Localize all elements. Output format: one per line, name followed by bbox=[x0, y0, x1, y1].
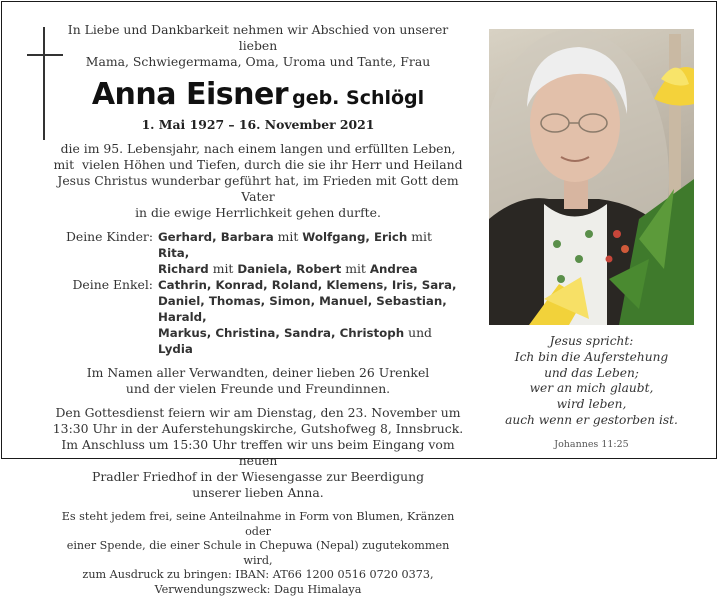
quote-line: Jesus spricht: bbox=[549, 334, 634, 348]
bible-quote bbox=[489, 334, 694, 453]
children-row bbox=[52, 229, 464, 277]
deceased-name-heading bbox=[52, 78, 464, 117]
child-names: Rita, bbox=[158, 246, 190, 260]
obituary-text bbox=[52, 22, 464, 598]
life-line: Jesus Christus wunderbar geführt hat, im Frieden mit Gott dem Vater bbox=[57, 173, 459, 204]
quote-line: wer an mich glaubt, bbox=[529, 381, 654, 396]
child-names: Wolfgang, Erich bbox=[302, 230, 408, 244]
grandchild-names: Daniel, Thomas, Simon, Manuel, Sebastian, Harald, bbox=[158, 294, 447, 324]
connector-text: mit bbox=[212, 261, 234, 276]
portrait-illustration bbox=[489, 29, 694, 325]
connector-text: und bbox=[408, 325, 432, 340]
service-line: 13:30 Uhr in der Auferstehungskirche, Gutshofweg 8, Innsbruck. bbox=[52, 421, 464, 436]
quote-reference: Johannes 11:25 bbox=[554, 438, 629, 450]
service-line: Den Gottesdienst feiern wir am Dienstag, den 23. November um bbox=[55, 405, 461, 420]
grandchild-names: Markus, Christina, Sandra, Christoph bbox=[158, 326, 405, 340]
connector-text: mit bbox=[411, 229, 432, 244]
relatives-line: Im Namen aller Verwandten, deiner lieben 26 Urenkel bbox=[86, 365, 430, 380]
child-names: Gerhard, Barbara bbox=[158, 230, 274, 244]
donation-line: einer Spende, die einer Schule in Chepuwa (Nepal) zugutekommen wird, bbox=[66, 539, 450, 567]
child-names: Andrea bbox=[369, 262, 418, 276]
intro-text bbox=[52, 22, 464, 70]
life-line: mit vielen Höhen und Tiefen, durch die sie ihr Herr und Heiland bbox=[53, 157, 463, 172]
life-line: die im 95. Lebensjahr, nach einem langen und erfüllten Leben, bbox=[60, 141, 456, 156]
service-line: Pradler Friedhof in der Wiesengasse zur Beerdigung bbox=[91, 469, 425, 484]
obituary-card bbox=[1, 1, 717, 596]
service-text bbox=[52, 405, 464, 501]
children-label: Deine Kinder: bbox=[65, 229, 153, 244]
quote-line: Ich bin die Auferstehung bbox=[514, 349, 669, 364]
donation-line: zum Ausdruck zu bringen: IBAN: AT66 1200 0516 0720 0373, bbox=[82, 568, 434, 582]
quote-line: auch wenn er gestorben ist. bbox=[505, 412, 678, 427]
children-names bbox=[158, 229, 464, 277]
quote-line: wird leben, bbox=[556, 397, 627, 412]
grandchild-names: Lydia bbox=[158, 342, 193, 356]
grandchildren-row bbox=[52, 277, 464, 357]
grandchildren-label: Deine Enkel: bbox=[72, 277, 153, 292]
child-names: Daniela, Robert bbox=[237, 262, 342, 276]
grandchild-names: Cathrin, Konrad, Roland, Klemens, Iris, Sara, bbox=[158, 278, 457, 292]
life-dates: 1. Mai 1927 – 16. November 2021 bbox=[141, 117, 375, 132]
donation-line: Es steht jedem frei, seine Anteilnahme in Form von Blumen, Kränzen oder bbox=[61, 510, 455, 538]
cross-icon bbox=[43, 27, 45, 140]
family-list bbox=[52, 229, 464, 357]
service-line: unserer lieben Anna. bbox=[192, 485, 324, 500]
life-line: in die ewige Herrlichkeit gehen durfte. bbox=[135, 205, 381, 220]
connector-text: mit bbox=[277, 229, 299, 244]
child-names: Richard bbox=[158, 262, 209, 276]
life-text bbox=[52, 141, 464, 221]
grandchildren-names bbox=[158, 277, 464, 357]
service-line: Im Anschluss um 15:30 Uhr treffen wir uns beim Eingang vom neuen bbox=[61, 437, 455, 468]
donation-line: Verwendungszweck: Dagu Himalaya bbox=[154, 582, 362, 596]
portrait-photo bbox=[489, 29, 694, 325]
maiden-name: geb. Schlögl bbox=[292, 87, 425, 109]
intro-line: Mama, Schwiegermama, Oma, Uroma und Tante, Frau bbox=[85, 54, 431, 69]
deceased-name: Anna Eisner bbox=[91, 77, 289, 112]
connector-text: mit bbox=[345, 261, 366, 276]
quote-line: und das Leben; bbox=[544, 365, 639, 380]
relatives-line: und der vielen Freunde und Freundinnen. bbox=[125, 381, 391, 396]
donation-text bbox=[52, 510, 464, 598]
intro-line: In Liebe und Dankbarkeit nehmen wir Abschied von unserer lieben bbox=[67, 22, 449, 53]
relatives-text bbox=[52, 365, 464, 397]
